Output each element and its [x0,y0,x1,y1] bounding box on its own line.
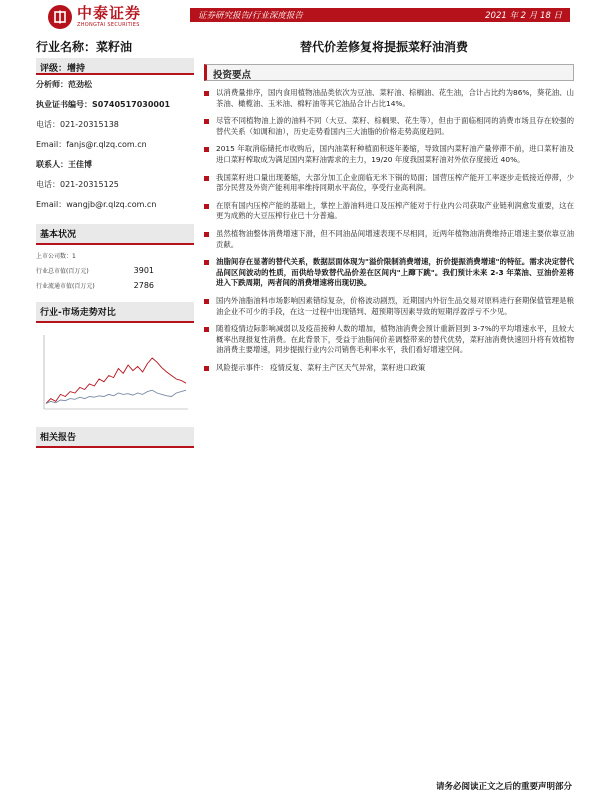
logo-mark-icon [48,5,72,29]
basic-row-value: 2786 [133,281,154,290]
left-column [36,58,194,448]
key-point-item [204,363,574,374]
basic-row [36,281,194,290]
right-column [204,64,574,373]
bullet-square-icon [204,327,209,332]
logo-en-text: ZHONGTAI SECURITIES [77,22,140,28]
key-point-text: 风险提示事件： 疫情反复、菜籽主产区天气异常，菜籽进口政策 [216,362,426,372]
key-point-item [204,116,574,137]
footer-disclaimer: 请务必阅读正文之后的重要声明部分 [435,782,572,792]
bullet-square-icon [204,260,209,265]
bullet-square-icon [204,204,209,209]
rating-header: 评级：增持 [36,58,194,75]
key-point-item [204,201,574,222]
key-point-item [204,88,574,109]
key-points-list [204,88,574,373]
industry-name: 行业名称：菜籽油 [36,40,133,54]
key-point-text: 我国菜籽进口量出现萎缩，大部分加工企业面临无米下锅的局面；国营压榨产能开工率逐步走低接近停滞，少部分民营及外资产能利用率维持同期水平高位，享受行业高利润。 [216,172,574,193]
key-point-item [204,173,574,194]
trend-chart-svg [36,329,194,417]
cert-number: 执业证书编号：S0740517030001 [36,100,171,109]
key-point-text: 国内外油脂油料市场影响因素错综复杂，价格波动剧烈，近期国内外衍生品交易对原料进行套期保值管理是粮油企业不可少的手段，在这一过程中出现错判、超预期等因素导致的短期浮盈浮亏不少见。 [216,295,574,316]
trend-chart [36,329,194,417]
basic-row-label: 行业流通市值(百万元) [36,283,95,290]
related-header: 相关报告 [36,427,194,448]
key-point-text: 2015 年取消临储托市收购后，国内油菜籽种植面积逐年萎缩，导致国内菜籽油产量停滞不前，进口菜籽油及进口菜籽榨取成为满足国内菜籽油需求的主力，19/20 年度我国菜籽油对外依存度接近 40%。 [216,144,574,164]
report-title: 替代价差修复将提振菜籽油消费 [300,40,469,54]
contact-email[interactable]: Email：wangjb@r.qlzq.com.cn [36,200,157,209]
key-point-text: 随着疫情边际影响减弱以及疫苗接种人数的增加，植物油消费会预计重新回到 3-7%的平均增速水平，且较大概率出现报复性消费。在此背景下，受益于油脂间价差调整带来的替代优势，菜籽油消费快速回升将有效植物油消费主要增速，同步提振行业内公司销售毛利率水平，我们看好增速空间。 [216,324,574,355]
basic-info-table [36,251,194,290]
basic-info-header: 基本状况 [36,224,194,245]
bullet-square-icon [204,366,209,371]
bullet-square-icon [204,299,209,304]
analyst-phone: 电话：021-20315138 [36,120,119,129]
analyst-email[interactable]: Email：fanjs@r.qlzq.com.cn [36,140,147,149]
key-point-text: 在原有国内压榨产能的基础上，掌控上游油料进口及压榨产能对于行业内公司获取产业链利润愈发重要，这在更为成熟的大豆压榨行业已十分普遍。 [216,200,574,221]
key-point-item [204,324,574,356]
basic-row [36,251,194,260]
report-date: 2021 年 2 月 18 日 [485,11,562,21]
basic-row-label: 上市公司数：1 [36,253,76,260]
key-point-item [204,257,574,289]
key-point-text: 以消费量排序，国内食用植物油品类依次为豆油、菜籽油、棕榈油、花生油，合计占比约为86%，葵花油、山茶油、橄榄油、玉米油、棉籽油等其它油品合计占比14%。 [216,88,574,108]
header-bar [190,8,570,22]
series-line-1 [46,390,186,403]
key-point-text: 虽然植物油整体消费增速下滑，但不同油品间增速表现不尽相同，近两年植物油消费维持正增速主要依靠豆油贡献。 [216,228,574,249]
bullet-square-icon [204,147,209,152]
trend-header: 行业-市场走势对比 [36,302,194,323]
key-point-item [204,229,574,250]
logo-cn-text: 中泰证券 [77,4,142,22]
basic-row [36,266,194,275]
key-point-text: 尽管不同植物油上游的油料不同（大豆、菜籽、棕榈果、花生等），但由于面临相同的消费市场且存在较强的替代关系（如调和油），历史走势看国内三大油脂的价格走势高度趋同。 [216,116,574,136]
bullet-square-icon [204,91,209,96]
series-line-0 [46,358,186,404]
report-category: 证券研究报告/行业深度报告 [198,11,303,21]
key-point-item [204,296,574,317]
company-logo [48,2,141,32]
basic-row-label: 行业总市值(百万元) [36,268,89,275]
key-point-item [204,144,574,165]
key-point-text: 油脂间存在显著的替代关系，数据层面体现为"溢价限制消费增速，折价提振消费增速"的特征。需求决定替代品间区间波动的性质，而供给导致替代品价差在区间内"上蹿下跳"。我们预计未来 2-3 年菜油、豆油价差将进入下跌周期，两者间的消费增速将出现切换。 [216,257,574,288]
bullet-square-icon [204,232,209,237]
contact-phone: 电话：021-20315125 [36,180,119,189]
bullet-square-icon [204,119,209,124]
basic-row-value: 3901 [133,266,154,275]
key-points-header: 投资要点 [204,64,574,81]
analyst-name: 分析师：范劲松 [36,80,92,89]
contact-name: 联系人：王佳博 [36,160,92,169]
bullet-square-icon [204,176,209,181]
